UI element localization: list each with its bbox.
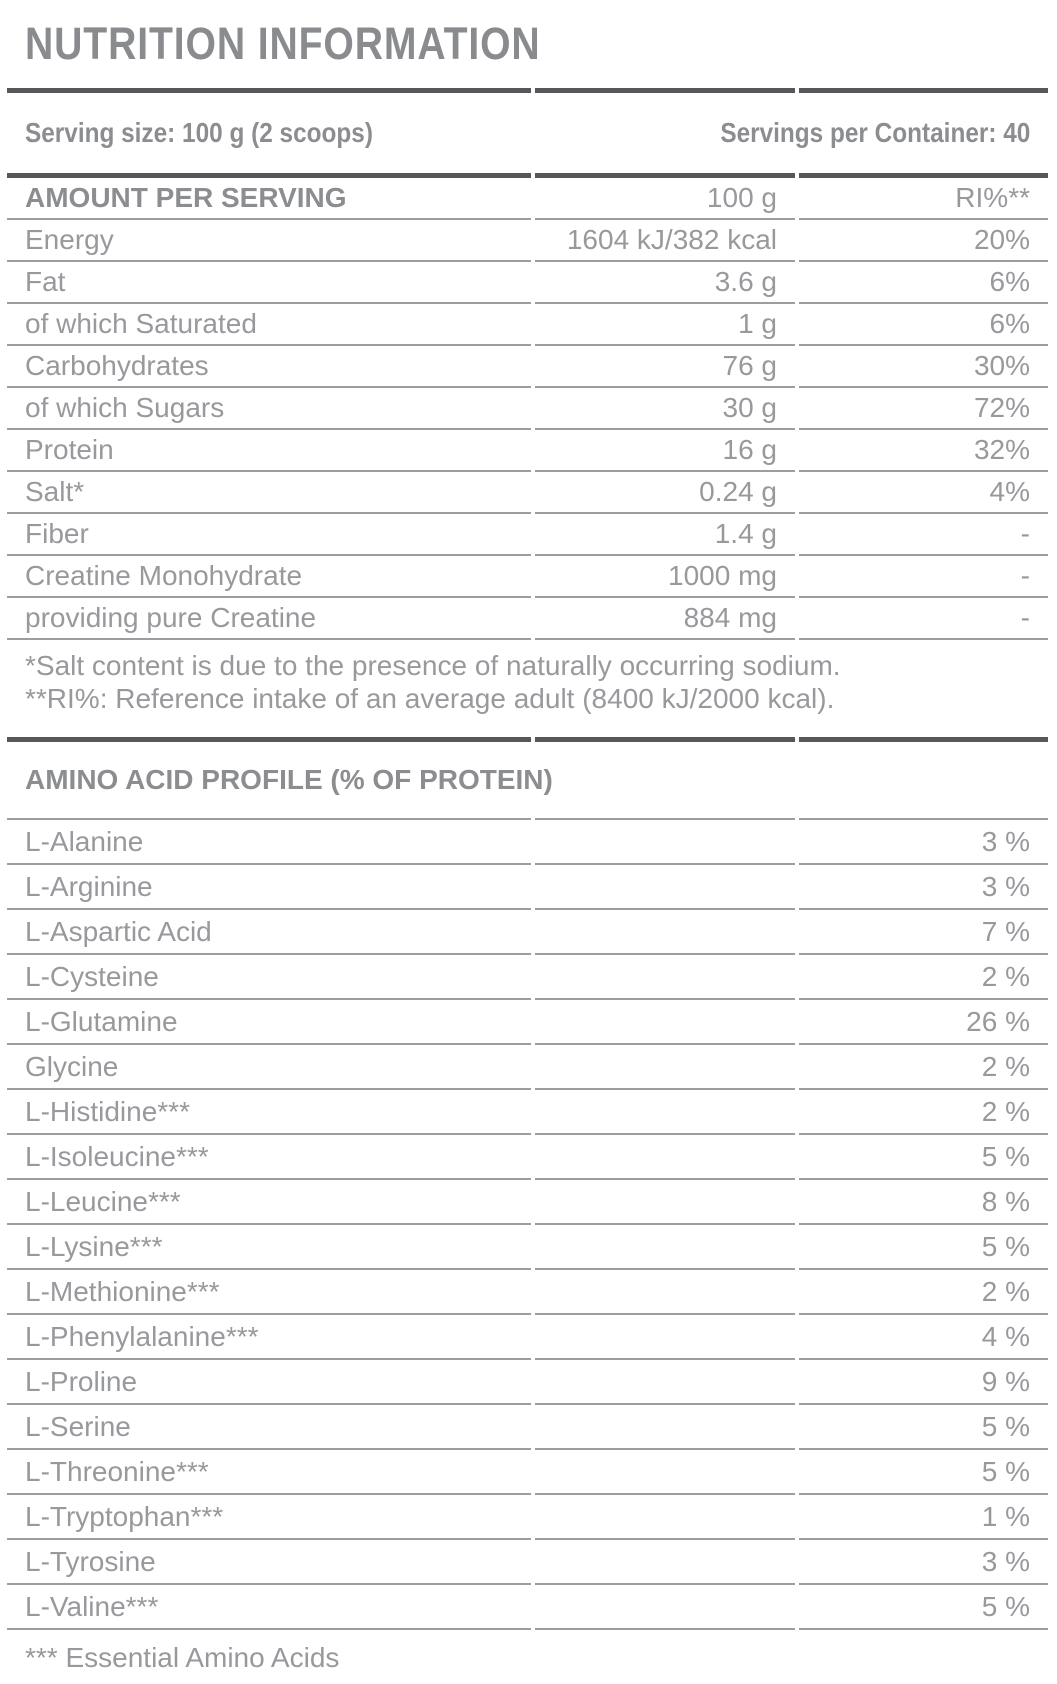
- divider-thin: [7, 1538, 1048, 1540]
- nutrient-ri: 20%: [973, 224, 1030, 255]
- divider-thin: [7, 1403, 1048, 1405]
- nutrient-amount: 76 g: [722, 350, 777, 381]
- amino-name: L-Alanine: [25, 825, 144, 857]
- nutrient-amount: 3.6 g: [714, 266, 777, 297]
- divider-thin: [7, 998, 1048, 1000]
- amino-percent: 2 %: [981, 1095, 1030, 1127]
- amino-row: [7, 1045, 1048, 1088]
- nutrient-amount: 0.24 g: [699, 476, 777, 507]
- nutrient-ri: 6%: [989, 266, 1030, 297]
- amino-row: [7, 1360, 1048, 1403]
- divider-thin: [7, 638, 1048, 640]
- amino-name: L-Aspartic Acid: [25, 915, 212, 947]
- amino-name: Glycine: [25, 1050, 119, 1082]
- amino-row: [7, 1225, 1048, 1268]
- amino-name: L-Tyrosine: [25, 1545, 156, 1577]
- amino-percent: 9 %: [981, 1365, 1030, 1397]
- amino-percent: 5 %: [981, 1590, 1030, 1622]
- divider-thin: [7, 1493, 1048, 1495]
- amino-row: [7, 865, 1048, 908]
- amino-percent: 3 %: [981, 825, 1030, 857]
- amino-name: L-Methionine***: [25, 1275, 220, 1307]
- amino-percent: 2 %: [981, 960, 1030, 992]
- essential-amino-footnote: *** Essential Amino Acids: [25, 1641, 340, 1673]
- nutrient-amount: 30 g: [722, 392, 777, 423]
- amino-name: L-Threonine***: [25, 1455, 209, 1487]
- amino-row: [7, 1450, 1048, 1493]
- divider-thin: [7, 818, 1048, 820]
- amino-name: L-Arginine: [25, 870, 153, 902]
- serving-size-label: Serving size: 100 g (2 scoops): [25, 117, 373, 148]
- divider-thin: [7, 1268, 1048, 1270]
- amino-percent: 3 %: [981, 1545, 1030, 1577]
- table-row: [7, 598, 1048, 638]
- divider-thin: [7, 1043, 1048, 1045]
- nutrient-ri: -: [1020, 518, 1030, 549]
- nutrient-name: Protein: [25, 434, 114, 465]
- divider-thick: [7, 173, 1048, 178]
- table-row: [7, 220, 1048, 260]
- amino-percent: 26 %: [966, 1005, 1030, 1037]
- title-row: [7, 0, 1048, 88]
- divider-thin: [7, 1313, 1048, 1315]
- divider-thin: [7, 386, 1048, 388]
- amino-percent: 3 %: [981, 870, 1030, 902]
- nutrient-amount: 1000 mg: [668, 560, 777, 591]
- divider-thin: [7, 470, 1048, 472]
- nutrient-name: of which Saturated: [25, 308, 257, 339]
- divider-thin: [7, 428, 1048, 430]
- nutrient-amount: 884 mg: [683, 602, 777, 633]
- amino-footnote-row: [7, 1630, 1048, 1684]
- ri-footnote: **RI%: Reference intake of an average adult (8400 kJ/2000 kcal).: [25, 683, 835, 714]
- amino-percent: 1 %: [981, 1500, 1030, 1532]
- nutrient-amount: 16 g: [722, 434, 777, 465]
- table-row: [7, 388, 1048, 428]
- nutrient-name: Energy: [25, 224, 114, 255]
- table-row: [7, 304, 1048, 344]
- divider-thin: [7, 1133, 1048, 1135]
- nutrient-name: Fiber: [25, 518, 89, 549]
- nutrient-name: Salt*: [25, 476, 85, 507]
- nutrient-ri: 72%: [973, 392, 1030, 423]
- divider-thin: [7, 1583, 1048, 1585]
- amino-row: [7, 910, 1048, 953]
- nutrient-name: Fat: [25, 266, 66, 297]
- amino-table-body: [7, 820, 1048, 1630]
- divider-thin: [7, 596, 1048, 598]
- table-footnotes: [7, 640, 1048, 737]
- divider-thick: [7, 737, 1048, 742]
- serving-info-row: [7, 93, 1048, 173]
- nutrient-name: Creatine Monohydrate: [25, 560, 303, 591]
- header-ri-column: RI%**: [955, 182, 1030, 213]
- amino-section-header: [7, 742, 1048, 818]
- divider-thin: [7, 260, 1048, 262]
- nutrition-table-header: [7, 178, 1048, 218]
- divider-thick: [7, 88, 1048, 93]
- amino-row: [7, 1090, 1048, 1133]
- divider-thin: [7, 218, 1048, 220]
- amino-row: [7, 1585, 1048, 1628]
- nutrient-ri: -: [1020, 560, 1030, 591]
- page-title: [25, 18, 618, 70]
- servings-per-container-label: Servings per Container: 40: [719, 117, 1030, 148]
- amino-row: [7, 820, 1048, 863]
- table-row: [7, 430, 1048, 470]
- divider-thin: [7, 512, 1048, 514]
- amino-name: L-Cysteine: [25, 960, 159, 992]
- page-title-text: NUTRITION INFORMATION: [25, 18, 541, 69]
- amino-row: [7, 1315, 1048, 1358]
- nutrient-ri: 32%: [973, 434, 1030, 465]
- amino-name: L-Tryptophan***: [25, 1500, 224, 1532]
- amino-percent: 7 %: [981, 915, 1030, 947]
- nutrient-ri: 4%: [989, 476, 1030, 507]
- amino-percent: 5 %: [981, 1140, 1030, 1172]
- table-row: [7, 556, 1048, 596]
- amino-section-title: AMINO ACID PROFILE (% OF PROTEIN): [25, 764, 553, 795]
- divider-thin: [7, 1448, 1048, 1450]
- amino-name: L-Isoleucine***: [25, 1140, 209, 1172]
- nutrient-amount: 1 g: [738, 308, 777, 339]
- table-row: [7, 472, 1048, 512]
- amino-name: L-Leucine***: [25, 1185, 181, 1217]
- amino-percent: 5 %: [981, 1455, 1030, 1487]
- table-row: [7, 346, 1048, 386]
- amino-row: [7, 1540, 1048, 1583]
- amino-row: [7, 1495, 1048, 1538]
- divider-thin: [7, 1628, 1048, 1630]
- nutrition-table-body: [7, 220, 1048, 640]
- amino-percent: 4 %: [981, 1320, 1030, 1352]
- divider-thin: [7, 1088, 1048, 1090]
- amino-row: [7, 1405, 1048, 1448]
- amino-name: L-Proline: [25, 1365, 138, 1397]
- divider-thin: [7, 1178, 1048, 1180]
- nutrient-name: providing pure Creatine: [25, 602, 317, 633]
- nutrient-ri: -: [1020, 602, 1030, 633]
- amino-row: [7, 955, 1048, 998]
- divider-thin: [7, 554, 1048, 556]
- amino-name: L-Histidine***: [25, 1095, 190, 1127]
- table-row: [7, 262, 1048, 302]
- amino-percent: 5 %: [981, 1230, 1030, 1262]
- amino-row: [7, 1180, 1048, 1223]
- nutrient-ri: 6%: [989, 308, 1030, 339]
- header-amount-per-serving: AMOUNT PER SERVING: [25, 182, 347, 213]
- divider-thin: [7, 908, 1048, 910]
- amino-name: L-Valine***: [25, 1590, 159, 1622]
- amino-percent: 2 %: [981, 1275, 1030, 1307]
- header-amount-column: 100 g: [706, 182, 777, 213]
- amino-row: [7, 1000, 1048, 1043]
- salt-footnote: *Salt content is due to the presence of naturally occurring sodium.: [25, 650, 841, 681]
- divider-thin: [7, 953, 1048, 955]
- nutrient-ri: 30%: [973, 350, 1030, 381]
- amino-row: [7, 1135, 1048, 1178]
- divider-thin: [7, 302, 1048, 304]
- amino-percent: 8 %: [981, 1185, 1030, 1217]
- divider-thin: [7, 1223, 1048, 1225]
- amino-name: L-Glutamine: [25, 1005, 178, 1037]
- nutrient-amount: 1604 kJ/382 kcal: [566, 224, 777, 255]
- divider-thin: [7, 863, 1048, 865]
- nutrient-name: Carbohydrates: [25, 350, 209, 381]
- nutrient-name: of which Sugars: [25, 392, 225, 423]
- amino-name: L-Lysine***: [25, 1230, 163, 1262]
- amino-percent: 5 %: [981, 1410, 1030, 1442]
- amino-percent: 2 %: [981, 1050, 1030, 1082]
- divider-thin: [7, 344, 1048, 346]
- amino-row: [7, 1270, 1048, 1313]
- amino-name: L-Serine: [25, 1410, 131, 1442]
- nutrient-amount: 1.4 g: [714, 518, 777, 549]
- amino-name: L-Phenylalanine***: [25, 1320, 259, 1352]
- table-row: [7, 514, 1048, 554]
- divider-thin: [7, 1358, 1048, 1360]
